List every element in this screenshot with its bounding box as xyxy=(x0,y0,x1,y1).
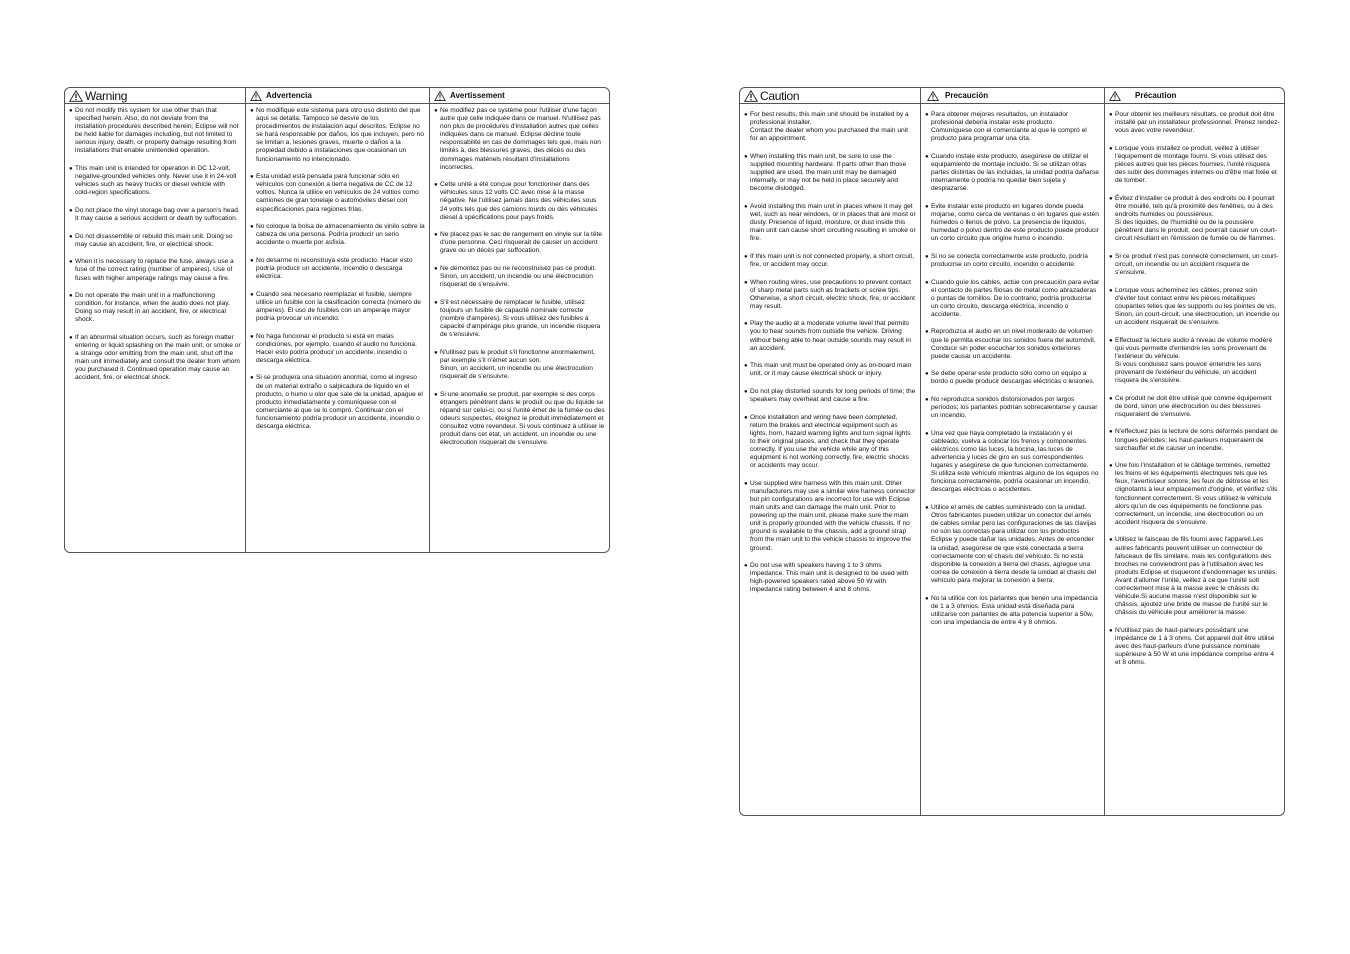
bullet: ● xyxy=(1109,253,1113,260)
item-text: Cette unité a été conçue pour fonctionner dans des véhicules sous 12 volts CC avec mise à la masse négative. Ne l'utilisez jamais dans des véhicules sous 24 volts tels que des camions lourds ou des véhicules diesel à spécifications pour pays froids. xyxy=(440,181,598,221)
bullet: ● xyxy=(925,371,929,378)
item-text: Una vez que haya completado la instalación y el cableado, vuelva a colocar los frenos y componentes eléctricos como las luces, la bocina, las luces de advertencia y luces de giro en sus correspondientes lugares y asegúrese de que funcionen correctamente. Si utiliza este vehículo mientras alguno de los equipos no funciona correctamente, podría ocasionar un incendio, descargas eléctricas o accidentes. xyxy=(931,429,1099,494)
item-text: Use supplied wire harness with this main unit. Other manufacturers may use a similar wire harness connector but pin configurations are incorrect for use with Eclipse main units and can damage the main unit. Prior to powering up the main unit, please make sure the main unit is properly grounded with the vehicle chassis. If no ground is available to the chassis, add a ground strap from the main unit to the vehicle chassis to improve the ground. xyxy=(750,479,916,552)
item-text: N'effectuez pas la lecture de sons déformés pendant de longues périodes; les haut-parleurs risqueraient de surchauffer et de causer un incendie. xyxy=(1115,428,1278,452)
warning-triangle-icon xyxy=(250,91,262,101)
caution-column-english xyxy=(740,88,921,815)
list-item xyxy=(925,279,1100,319)
column-header xyxy=(740,88,920,104)
column-body xyxy=(430,104,609,447)
column-title: Advertencia xyxy=(266,91,312,100)
bullet: ● xyxy=(925,329,929,336)
list-item xyxy=(925,430,1100,495)
bullet: ● xyxy=(925,112,929,118)
bullet: ● xyxy=(434,108,438,114)
bullet: ● xyxy=(925,505,929,512)
bullet: ● xyxy=(434,182,438,189)
list-item xyxy=(1109,428,1280,452)
bullet: ● xyxy=(250,333,254,340)
list-item xyxy=(925,203,1100,243)
list-item xyxy=(1109,395,1280,419)
bullet: ● xyxy=(69,207,73,214)
item-text: Para obtener mejores resultados, un instalador profesional debería instalar este producto. Comuníquese con el comerciante al que le compró el producto para programar una cita. xyxy=(931,111,1087,143)
item-text: N'utilisez pas le produit s'il fonctionne anormalement, par exemple s'il n'émet aucun son. Sinon, un accident, un incendie ou une électrocution risquerait de s'ensuivre. xyxy=(440,348,595,381)
item-text: Se debe operar este producto sólo como un equipo a bordo o puede producir descargas eléctricas o lesiones. xyxy=(931,370,1095,386)
item-text: When it is necessary to replace the fuse, always use a fuse of the correct rating (number of amperes). Use of fuses with higher amperage ratings may cause a fire. xyxy=(75,258,234,282)
column-header xyxy=(246,88,429,104)
caution-column-spanish xyxy=(921,88,1105,815)
list-item xyxy=(925,504,1100,585)
item-text: Reproduzca el audio en un nivel moderado de volumen que le permita escuchar los sonidos fuera del automóvil. Conducir sin poder escuchar los sonidos exteriores puede causar un accidente. xyxy=(931,328,1096,360)
list-item xyxy=(925,153,1100,193)
column-title: Warning xyxy=(85,88,128,103)
warning-column-french xyxy=(430,88,609,552)
item-text: Once installation and wiring have been completed, return the brakes and electrical equipment such as lights, horn, hazard warning lights and turn signal lights to their original places, and check that they operate correctly. If you use the vehicle while any of this equipment is not working correctly, fire, electric shocks or accidents may occur. xyxy=(750,413,911,470)
list-item xyxy=(69,292,241,324)
bullet: ● xyxy=(69,334,73,341)
list-item xyxy=(250,173,425,213)
item-text: Ne démontez pas ou ne reconstruisez pas ce produit. Sinon, un accident, un incendie ou une électrocution risquerait de s'ensuivre. xyxy=(440,265,597,289)
item-text: Effectuez la lecture audio à niveau de volume modéré qui vous permette d'entendre les sons provenant de l'extérieur du véhicule. Si vous conduisez sans pouvoir entendre les sons provenant de l'extérieur du véhicule, un accident risquera de s'ensuivre. xyxy=(1115,336,1273,385)
list-item xyxy=(69,233,241,249)
column-body xyxy=(1105,104,1284,667)
item-text: Esta unidad está pensada para funcionar sólo en vehículos con conexión a tierra negativa de CC de 12 voltios. Nunca la utilice en vehículos de 24 voltios como camiones de gran tonelaje o automóviles diesel con especificaciones para regiones frías. xyxy=(256,173,419,213)
list-item xyxy=(744,388,916,404)
item-text: Ne placez pas le sac de rangement en vinyle sur la tête d'une personne. Ceci risquerait de causer un accident grave ou un décès par suffocation. xyxy=(440,231,603,255)
item-text: Si se produjera una situación anormal, como el ingreso de un material extraño o salpicadura de líquido en el producto, o humo u olor que sale de la unidad, apague el producto inmediatamente y comuníquese con el comerciante al que se lo compró. Continuar con el funcionamiento podría producir un accidente, incendio o descarga eléctrica. xyxy=(256,374,423,430)
column-title: Précaution xyxy=(1135,91,1177,100)
list-item xyxy=(744,414,916,471)
bullet: ● xyxy=(250,257,254,264)
column-title: Precaución xyxy=(945,91,989,100)
list-item xyxy=(925,396,1100,420)
item-text: S'il est nécessaire de remplacer le fusible, utilisez toujours un fusible de capacité nominale correcte (nombre d'ampères). Si vous utilisez des fusibles à capacité d'ampérage plus grande, un incendie risquera de s'ensuivre. xyxy=(440,298,601,339)
item-text: Do not use with speakers having 1 to 3 ohms impedance. This main unit is designed to be used with high-powered speakers rated above 50 W with impedance rating between 4 and 8 ohms. xyxy=(750,562,909,594)
bullet: ● xyxy=(744,388,748,395)
list-item xyxy=(69,165,241,197)
bullet: ● xyxy=(925,595,929,602)
item-text: Do not modify this system for use other than that specified herein. Also, do not deviate from the installation procedures described herein; Eclipse will not be held liable for damages including, but not limited to serious injury, death, or property damage resulting from installations that enable unintended operation. xyxy=(75,107,239,155)
item-text: Do not play distorted sounds for long periods of time; the speakers may overheat and cause a fire. xyxy=(750,387,916,404)
list-item xyxy=(744,253,916,269)
list-item xyxy=(250,107,425,164)
bullet: ● xyxy=(434,299,438,306)
list-item xyxy=(1109,337,1280,386)
bullet: ● xyxy=(925,153,929,160)
bullet: ● xyxy=(925,430,929,437)
bullet: ● xyxy=(1109,627,1113,634)
bullet: ● xyxy=(744,203,748,210)
warning-triangle-icon xyxy=(69,90,83,102)
list-item xyxy=(925,595,1100,627)
column-header xyxy=(430,88,609,104)
bullet: ● xyxy=(434,349,438,356)
item-text: Avoid installing this main unit in places where it may get wet, such as near windows, or in places that are moist or dusty. Presence of liquid, moisture, or dust inside this main unit can cause short circuiting resulting in smoke or fire. xyxy=(750,202,916,243)
item-text: This main unit must be operated only as on-board main unit, or it may cause electrical shock or injury. xyxy=(750,362,912,378)
list-item xyxy=(250,223,425,247)
item-text: No coloque la bolsa de almacenamiento de vinilo sobre la cabeza de una persona. Podría producir un serio accidente o muerte por asfixia. xyxy=(256,223,425,247)
list-item xyxy=(744,279,916,311)
column-header xyxy=(921,88,1104,104)
item-text: Do not place the vinyl storage bag over a person's head. It may cause a serious accident or death by suffocation. xyxy=(75,206,240,223)
item-text: N'utilisez pas de haut-parleurs possédant une impédance de 1 à 3 ohms. Cet appareil doit être utilisé avec des haut-parleurs d'une puissance nominale supérieure à 50 W et une impédance comprise entre 4 et 8 ohms. xyxy=(1115,626,1275,667)
caution-column-french xyxy=(1105,88,1284,815)
list-item xyxy=(434,107,605,172)
item-text: If an abnormal situation occurs, such as foreign matter entering or liquid splashing on the main unit, or smoke or a strange odor emitting from the main unit, shut off the main unit immediately and consult the dealer from whom you purchased it. Continued operation may cause an accident, fire, or electrical shock. xyxy=(75,333,241,382)
list-item xyxy=(434,299,605,339)
bullet: ● xyxy=(250,108,254,114)
bullet: ● xyxy=(1109,463,1113,470)
bullet: ● xyxy=(69,293,73,300)
column-header xyxy=(65,88,245,104)
bullet: ● xyxy=(744,563,748,570)
caution-panel xyxy=(739,87,1285,816)
list-item xyxy=(69,207,241,223)
item-text: Une fois l'installation et le câblage terminés, remettez les freins et les équipements électriques tels que les feux, l'avertisseur sonore, les feux de détresse et les clignotants à leur emplacement d'origine, et vérifiez s'ils fonctionnent correctement. Si vous utilisez le véhicule alors qu'un de ces équipements ne fonctionne pas correctement, un incendie, une électrocution ou un accident risquera de s'ensuivre. xyxy=(1115,462,1278,526)
bullet: ● xyxy=(1109,195,1113,202)
bullet: ● xyxy=(744,321,748,328)
item-text: Lorsque vous installez ce produit, veillez à utiliser l'équipement de montage fourni. Si vous utilisez des pièces autres que les pièces fournies, l'unité risquera des subir des dommages internes ou d'être mal fixée et de tomber. xyxy=(1115,144,1277,185)
bullet: ● xyxy=(925,203,929,210)
column-body xyxy=(246,104,429,431)
bullet: ● xyxy=(1109,395,1113,402)
bullet: ● xyxy=(925,253,929,260)
item-text: No modifique este sistema para otro uso distinto del que aquí se detalla. Tampoco se desvíe de los procedimientos de instalación aquí descritos. Eclipse no se hará responsable por daños, los que incluyen, pero no se limitan a, lesiones graves, muerte o daños a la propiedad debido a instalaciones que ocasionan un funcionamiento no intencionado. xyxy=(256,107,424,163)
bullet: ● xyxy=(744,480,748,487)
list-item xyxy=(250,257,425,281)
column-body xyxy=(921,104,1104,627)
list-item xyxy=(1109,195,1280,244)
bullet: ● xyxy=(1109,337,1113,344)
item-text: No desarme ni reconstruya este producto. Hacer esto podría producir un accidente, incendio o descarga eléctrica. xyxy=(256,256,413,281)
column-title: Caution xyxy=(760,88,800,103)
bullet: ● xyxy=(250,375,254,382)
list-item xyxy=(69,107,241,156)
bullet: ● xyxy=(744,153,748,160)
item-text: For best results, this main unit should be installed by a professional installer. Contact the dealer whom you purchased the main unit for an appointment. xyxy=(750,111,909,143)
column-body xyxy=(740,104,920,595)
list-item xyxy=(434,181,605,221)
item-text: Si no se conecta correctamente este producto, podría producirse un corto circuito, incendio o accidente. xyxy=(931,252,1088,268)
list-item xyxy=(1109,462,1280,527)
item-text: Ne modifiez pas ce système pour l'utiliser d'une façon autre que celle indiquée dans ce manuel. N'utilisez pas non plus de procédures d'installation autres que celles indiquées dans ce manuel. Eclipse décline toute responsabilité en cas de dommages tels que, mais non limités à, des blessures graves, des décès ou des dommages matériels résultant d'installations incorrectes. xyxy=(440,107,601,171)
column-body xyxy=(65,104,245,383)
list-item xyxy=(1109,253,1280,277)
list-item xyxy=(925,328,1100,360)
warning-triangle-icon xyxy=(744,90,758,102)
list-item xyxy=(434,265,605,289)
item-text: Do not operate the main unit in a malfunctioning condition, for instance, when the audio does not play. Doing so may result in an accident, fire, or electrical shock. xyxy=(75,292,230,324)
item-text: Utilisez le faisceau de fils fourni avec l'appareil.Les autres fabricants peuvent utiliser un connecteur de faisceaux de fils similaire, mais les configurations des broches ne conviendront pas à l'utilisation avec les produits Eclipse et risqueront d'endommager les unités. Avant d'allumer l'unité, veillez à ce que l'unité soit correctement mise à la masse avec le châssis du véhicule.Si aucune masse n'est disponible sur le châssis, ajoutez une bride de masse de l'unité sur le châssis du véhicule pour améliorer la masse. xyxy=(1115,536,1278,617)
list-item xyxy=(69,334,241,383)
warning-panel xyxy=(64,87,610,553)
list-item xyxy=(744,320,916,352)
bullet: ● xyxy=(434,391,438,398)
warning-triangle-icon xyxy=(927,91,939,101)
bullet: ● xyxy=(744,112,748,118)
item-text: Si ce produit n'est pas connecté correctement, un court-circuit, un incendie ou un accident risquera de s'ensuivre. xyxy=(1115,252,1279,276)
bullet: ● xyxy=(69,259,73,266)
warning-column-spanish xyxy=(246,88,430,552)
bullet: ● xyxy=(250,174,254,181)
list-item xyxy=(250,374,425,431)
item-text: If this main unit is not connected properly, a short circuit, fire, or accident may occur. xyxy=(750,252,915,268)
list-item xyxy=(1109,627,1280,667)
bullet: ● xyxy=(1109,145,1113,152)
item-text: Lorsque vous acheminez les câbles, prenez soin d'éviter tout contact entre les pièces métalliques coupantes telles que les supports ou les pointes de vis. Sinon, un court-circuit, une électrocution, un incendie ou un accident risquerait de s'ensuivre. xyxy=(1115,286,1280,326)
item-text: No la utilice con los parlantes que tienen una impedancia de 1 a 3 ohmios. Esta unidad está diseñada para utilizarse con parlantes de alta potencia superior a 50w, con una impedancia de entre 4 y 8 ohmios. xyxy=(931,594,1098,626)
list-item xyxy=(744,562,916,594)
bullet: ● xyxy=(744,279,748,286)
item-text: Play the audio at a moderate volume level that permits you to hear sounds from outside the vehicle. Driving without being able to hear outside sounds may result in an accident. xyxy=(750,320,911,352)
bullet: ● xyxy=(1109,287,1113,294)
item-text: When routing wires, use precautions to prevent contact of sharp metal parts such as brackets or screw tips. Otherwise, a short circuit, electric shock, fire, or accident may result. xyxy=(750,278,915,310)
list-item xyxy=(1109,111,1280,135)
item-text: Do not disassemble or rebuild this main unit. Doing so may cause an accident, fire, or electrical shock. xyxy=(75,232,233,248)
bullet: ● xyxy=(434,232,438,239)
list-item xyxy=(250,333,425,365)
bullet: ● xyxy=(69,233,73,240)
bullet: ● xyxy=(1109,429,1113,436)
warning-triangle-icon xyxy=(1109,91,1121,101)
bullet: ● xyxy=(744,253,748,260)
list-item xyxy=(744,362,916,378)
list-item xyxy=(744,111,916,143)
list-item xyxy=(1109,536,1280,617)
bullet: ● xyxy=(1109,537,1113,544)
bullet: ● xyxy=(250,291,254,298)
list-item xyxy=(434,391,605,448)
bullet: ● xyxy=(69,108,73,114)
item-text: Utilice el arnés de cables suministrado con la unidad. Otros fabricantes pueden utilizar un conector del arnés de cables similar pero las configuraciones de las clavijas no son las correctas para utilizar con los productos Eclipse y puede dañar las unidades. Antes de encender la unidad, asegúrese de que esté conectada a tierra correctamente con el chasis del vehículo. Si no está disponible la conexión a tierra del chasis, agregue una correa de conexión a tierra desde la unidad al chasis del vehículo para mejorar la conexión a tierra. xyxy=(931,504,1097,584)
bullet: ● xyxy=(69,166,73,173)
list-item xyxy=(925,370,1100,386)
list-item xyxy=(434,349,605,381)
column-header xyxy=(1105,88,1284,104)
bullet: ● xyxy=(925,397,929,404)
item-text: Ce produit ne doit être utilisé que comme équipement de bord, sinon une électrocution ou des blessures risqueraient de s'ensuivre. xyxy=(1115,394,1272,418)
list-item xyxy=(69,258,241,282)
item-text: Cuando instale este producto, asegúrese de utilizar el equipamiento de montaje incluido. Si se utilizan otras partes distintas de las incluidas, la unidad podría dañarse internamente o podría no quedar bien sujeta y desplazarse. xyxy=(931,152,1099,193)
item-text: Cuando sea necesario reemplazar el fusible, siempre utilice un fusible con la clasificación correcta (número de amperes). El uso de fusibles con un amperaje mayor podría provocar un incendio. xyxy=(256,290,421,322)
list-item xyxy=(744,203,916,243)
item-text: Cuando guíe los cables, actúe con precaución para evitar el contacto de partes filosas de metal como abrazaderas o puntas de tornillos. De lo contrario, podría producirse un corto circuito, descarga eléctrica, incendio o accidente. xyxy=(931,278,1100,318)
item-text: No reproduzca sonidos distorsionados por largos períodos; los parlantes podrían sobrecalentarse y causar un incendio. xyxy=(931,396,1098,420)
bullet: ● xyxy=(250,224,254,231)
item-text: Pour obtenir les meilleurs résultats, ce produit doit être installé par un installateur professionnel. Prenez rendez-vous avec votre revendeur. xyxy=(1115,111,1280,135)
column-title: Avertissement xyxy=(450,91,505,100)
list-item xyxy=(1109,287,1280,327)
bullet: ● xyxy=(1109,112,1113,118)
list-item xyxy=(434,231,605,255)
item-text: No haga funcionar el producto si está en malas condiciones, por ejemplo, cuando el audio no funciona. Hacer esto podría producir un accidente, incendio o descarga eléctrica. xyxy=(256,332,417,364)
warning-triangle-icon xyxy=(434,91,446,101)
bullet: ● xyxy=(434,266,438,272)
item-text: When installing this main unit, be sure to use the supplied mounting hardware. If parts other than those supplied are used, the main unit may be damaged internally, or may not be held in place securely and become dislodged. xyxy=(750,152,907,193)
list-item xyxy=(744,153,916,193)
list-item xyxy=(925,253,1100,269)
list-item xyxy=(744,480,916,553)
bullet: ● xyxy=(744,414,748,421)
warning-column-english xyxy=(65,88,246,552)
list-item xyxy=(250,291,425,323)
list-item xyxy=(1109,145,1280,185)
item-text: Si une anomalie se produit, par exemple si des corps étrangers pénètrent dans le produit ou que du liquide se répand sur celui-ci, ou si l'unité émet de la fumée ou des odeurs suspectes, éteignez le produit immédiatement et consultez votre revendeur. Si vous continuez à utiliser le produit dans cet état, un accident, un incendie ou une électrocution risquerait de s'ensuivre. xyxy=(440,390,605,447)
item-text: Evite instalar este producto en lugares donde pueda mojarse, como cerca de ventanas o en lugares que estén húmedos o llenos de polvo. La presencia de líquidos, humedad o polvo dentro de este producto puede producir un corto circuito que origine humo o incendio. xyxy=(931,202,1099,243)
item-text: Évitez d'installer ce produit à des endroits où il pourrait être mouillé, tels qu'à proximité des fenêtres, ou à des endroits humides ou poussiéreux. Si des liquides, de l'humidité ou de la poussière pénètrent dans le produit, ceci pourrait causer un court-circuit résultant en l'émission de fumée ou de flammes. xyxy=(1115,194,1278,243)
list-item xyxy=(925,111,1100,143)
item-text: This main unit is intended for operation in DC 12-volt, negative-grounded vehicles only. Never use it in 24-volt vehicles such as heavy trucks or diesel vehicle with cold-region specifications. xyxy=(75,165,237,197)
bullet: ● xyxy=(744,363,748,370)
bullet: ● xyxy=(925,279,929,286)
